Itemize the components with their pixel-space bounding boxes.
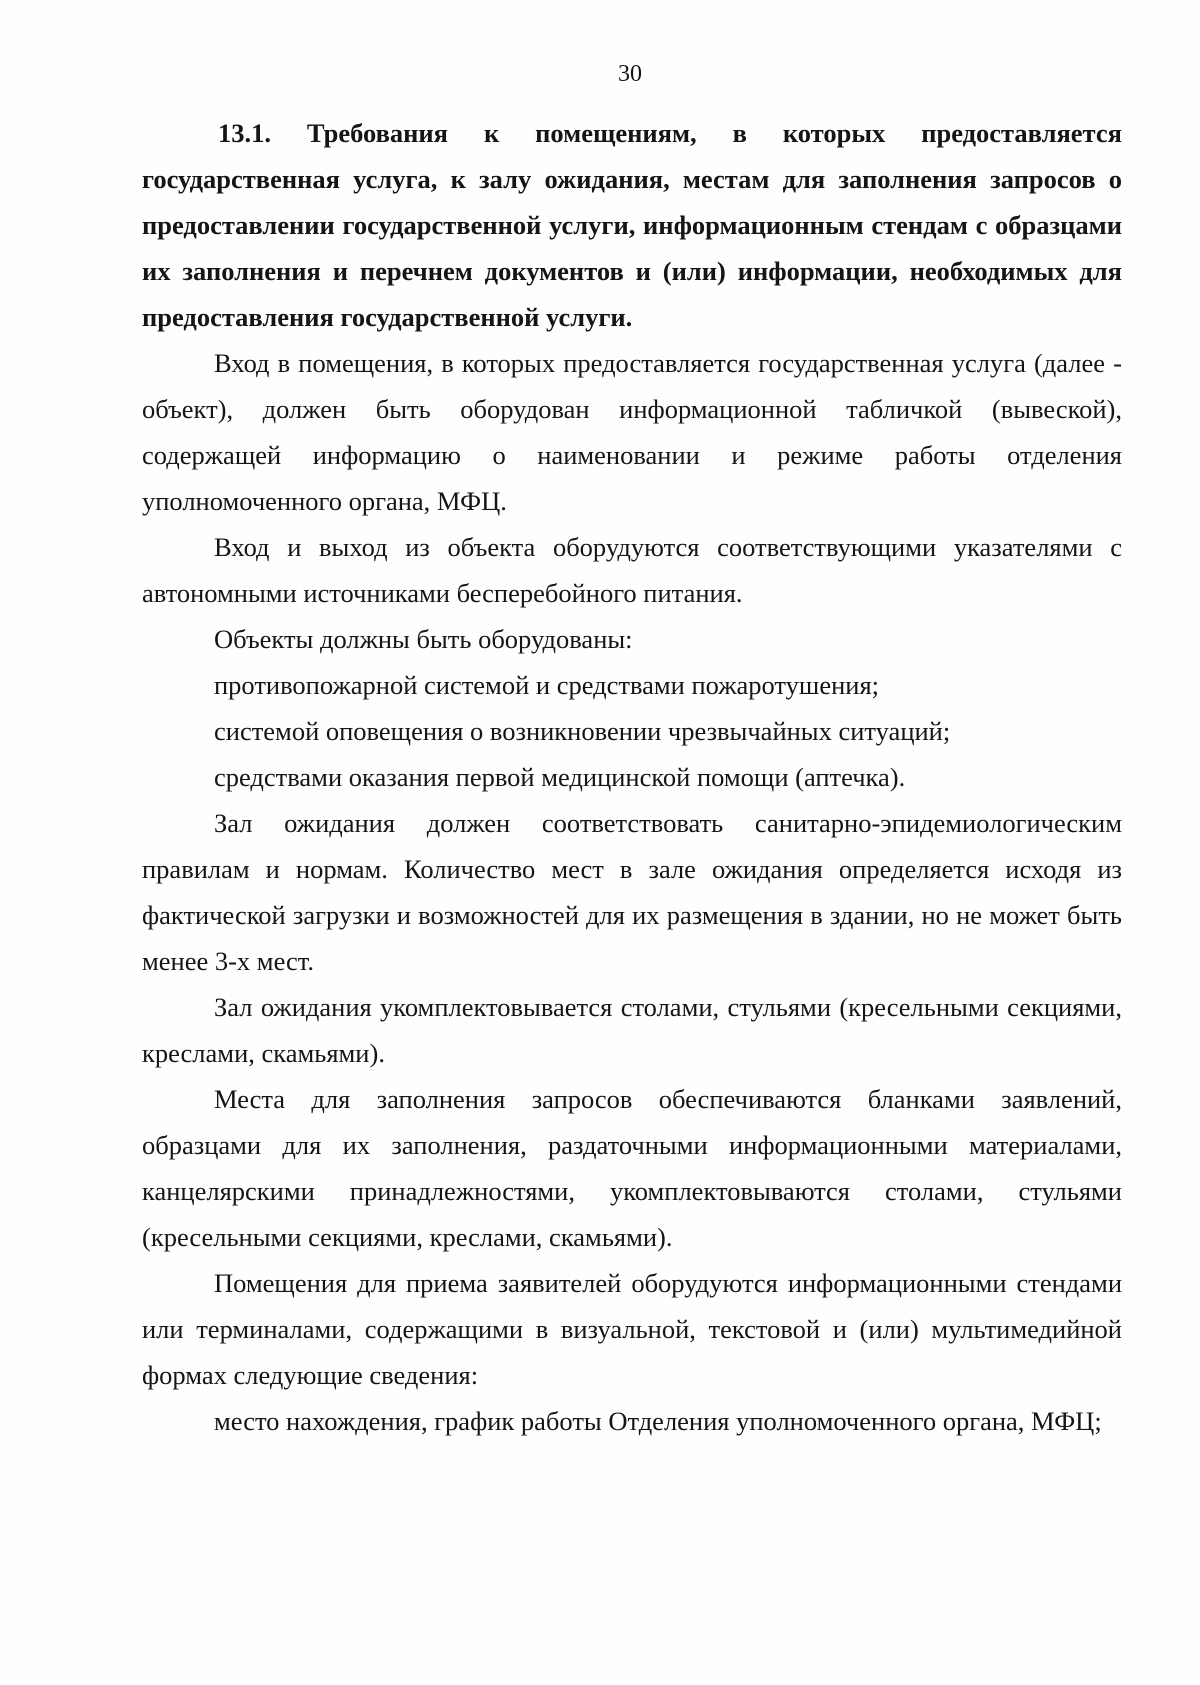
paragraph-waiting-hall-norms: Зал ожидания должен соответствовать санитарно-эпидемиологическим правилам и нормам. Количество мест в зале ожидания определяется исходя из фактической загрузки и возможностей для их размещения в здании, но не может быть менее 3-х мест. [142,808,1122,976]
document-body [142,110,1122,1444]
paragraph-request-places: Места для заполнения запросов обеспечиваются бланками заявлений, образцами для их заполнения, раздаточными информационными материалами, канцелярскими принадлежностями, укомплектовываются столами, стульями (кресельными секциями, креслами, скамьями). [142,1084,1122,1252]
list-item-alert-system: системой оповещения о возникновении чрезвычайных ситуаций; [214,716,951,746]
paragraph-info-stands: Помещения для приема заявителей оборудуются информационными стендами или терминалами, содержащими в визуальной, текстовой и (или) мультимедийной формах следующие сведения: [142,1268,1122,1390]
list-item-first-aid: средствами оказания первой медицинской помощи (аптечка). [214,762,906,792]
paragraph-entrance-sign: Вход в помещения, в которых предоставляется государственная услуга (далее - объект), должен быть оборудован информационной табличкой (вывеской), содержащей информацию о наименовании и режиме работы отделения уполномоченного органа, МФЦ. [142,348,1122,516]
page-number: 30 [618,61,642,87]
paragraph-entrance-exit: Вход и выход из объекта оборудуются соответствующими указателями с автономными источниками бесперебойного питания. [142,532,1122,608]
list-item-location-schedule: место нахождения, график работы Отделения уполномоченного органа, МФЦ; [214,1406,1102,1436]
section-heading: 13.1. Требования к помещениям, в которых предоставляется государственная услуга, к залу ожидания, местам для заполнения запросов о предоставлении государственной услуги, информационным стендам с образцами их заполнения и перечнем документов и (или) информации, необходимых для предоставления государственной услуги. [142,118,1122,332]
list-item-fire-system: противопожарной системой и средствами пожаротушения; [214,670,879,700]
paragraph-waiting-hall-furniture: Зал ожидания укомплектовывается столами, стульями (кресельными секциями, креслами, скамьями). [142,992,1122,1068]
paragraph-equipment-intro: Объекты должны быть оборудованы: [214,624,633,654]
